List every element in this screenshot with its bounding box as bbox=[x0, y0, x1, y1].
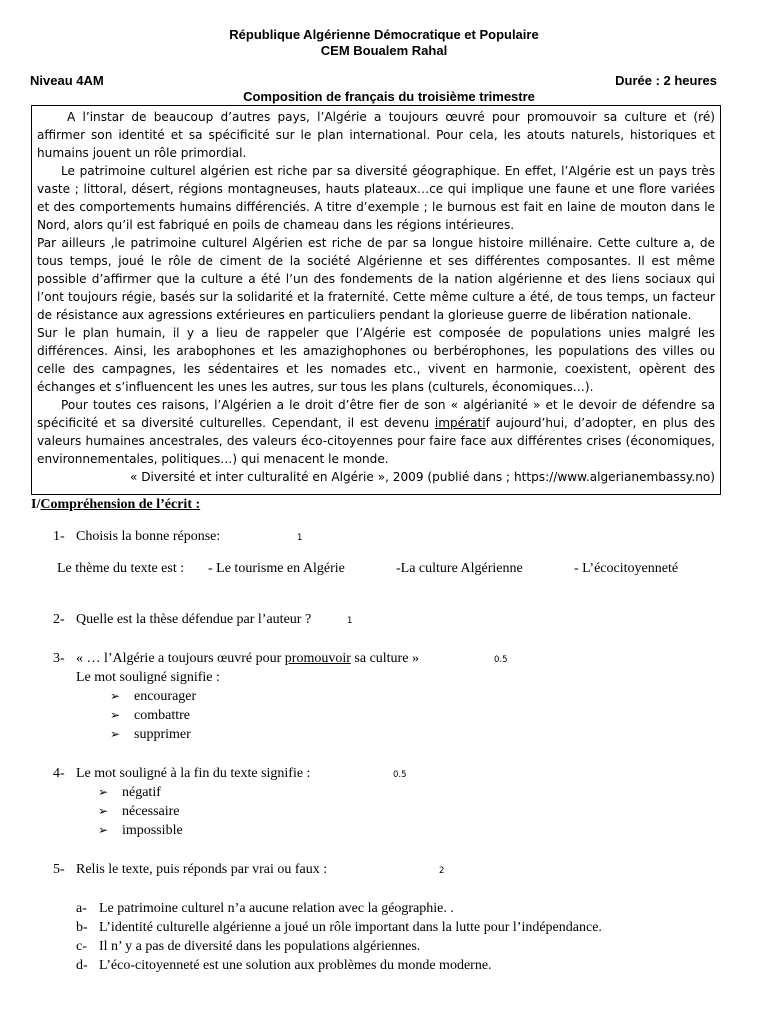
arrowhead-bullet-icon: ➢ bbox=[98, 823, 109, 837]
statement-a bbox=[76, 899, 454, 918]
arrowhead-bullet-icon: ➢ bbox=[110, 708, 121, 722]
arrowhead-bullet-icon: ➢ bbox=[110, 727, 121, 741]
duration-label: Durée : 2 heures bbox=[615, 73, 717, 88]
text-paragraph-3: Par ailleurs ,le patrimoine culturel Algérien est riche de par sa longue histoire millénaire. Cette culture a, de tous temps, joué le rôle de ciment de la société Algérienne et ses différentes composantes. Il est même possible d’affirmer que la culture a été l’un des fondements de la nation algérienne et des liens sociaux qui l’ont toujours régie, basés sur la solidarité et la fraternité. Cette même culture a été, de tous temps, un facteur de résistance aux agressions extérieures en particuliers pendant la glorieuse guerre de libération nationale. bbox=[37, 236, 715, 322]
question-1-option-2: -La culture Algérienne bbox=[396, 561, 523, 576]
question-4 bbox=[53, 764, 310, 783]
question-5 bbox=[53, 860, 327, 879]
text-paragraph-5 bbox=[37, 396, 715, 468]
arrowhead-bullet-icon: ➢ bbox=[98, 785, 109, 799]
reading-text-box bbox=[31, 105, 721, 495]
question-3-prompt: Le mot souligné signifie : bbox=[76, 670, 220, 685]
statement-a-text: Le patrimoine culturel n’a aucune relation avec la géographie. . bbox=[99, 901, 454, 916]
question-2 bbox=[53, 610, 311, 629]
level-label: Niveau 4AM bbox=[30, 73, 104, 88]
question-3-option-3-label: supprimer bbox=[134, 727, 191, 742]
statement-c-text: Il n’ y a pas de diversité dans les populations algériennes. bbox=[99, 939, 421, 954]
statement-b-letter: b- bbox=[76, 920, 88, 935]
statement-d bbox=[76, 956, 492, 975]
text-source: « Diversité et inter culturalité en Algérie », 2009 (publié dans ; https://www.algerianembassy.no) bbox=[129, 470, 715, 484]
question-4-text: Le mot souligné à la fin du texte signifie : bbox=[76, 766, 311, 781]
question-5-text: Relis le texte, puis réponds par vrai ou faux : bbox=[76, 862, 328, 877]
question-2-points: 1 bbox=[347, 616, 353, 626]
question-3-quote-start: « … l’Algérie a toujours œuvré pour bbox=[76, 651, 285, 666]
text-paragraph-5-end: f aujourd’hui, d’adopter, en plus des valeurs humaines ancestrales, des valeurs éco-citoyennes pour faire face aux différentes crises (économiques, environnementales, politiques…) qui menacent le monde. bbox=[37, 416, 715, 466]
statement-b-text: L’identité culturelle algérienne a joué un rôle important dans la lutte pour l’indépendance. bbox=[99, 920, 602, 935]
question-4-number: 4- bbox=[53, 766, 65, 781]
statement-c-letter: c- bbox=[76, 939, 87, 954]
question-3-option-2 bbox=[110, 706, 190, 725]
header-country: République Algérienne Démocratique et Populaire bbox=[229, 27, 539, 42]
question-4-points: 0.5 bbox=[393, 770, 407, 780]
underlined-word-imperatif: impérati bbox=[434, 416, 486, 430]
text-paragraph-4: Sur le plan humain, il y a lieu de rappeler que l’Algérie est composée de populations unies malgré les différences. Ainsi, les arabophones et les amazighophones ou berbérophones, les populations des villes ou celle des campagnes, les sédentaires et les nomades etc., vivent en harmonie, coexistent, opèrent des échanges et s’influencent les unes les autres, sur tous les plans (culturels, économiques…). bbox=[37, 326, 715, 394]
question-4-option-2-label: nécessaire bbox=[122, 804, 180, 819]
question-3-option-1 bbox=[110, 687, 196, 706]
question-4-option-2 bbox=[98, 802, 180, 821]
arrowhead-bullet-icon: ➢ bbox=[110, 689, 121, 703]
question-1-number: 1- bbox=[53, 529, 65, 544]
arrowhead-bullet-icon: ➢ bbox=[98, 804, 109, 818]
question-3-option-1-label: encourager bbox=[134, 689, 197, 704]
statement-a-letter: a- bbox=[76, 901, 87, 916]
question-3 bbox=[53, 649, 419, 668]
question-3-option-2-label: combattre bbox=[134, 708, 190, 723]
text-paragraph-2: Le patrimoine culturel algérien est riche par sa diversité géographique. En effet, l’Algérie est un pays très vaste ; littoral, désert, régions montagneuses, hauts plateaux…ce qui implique une faune et une flore variées et des comportements humains différenciés. A titre d’exemple ; le burnous est fait en laine de mouton dans le Nord, alors qu’il est fabriqué en poils de chameau dans les régions intérieures. bbox=[37, 164, 715, 232]
statement-c bbox=[76, 937, 420, 956]
underlined-word-promouvoir: promouvoir bbox=[284, 651, 351, 666]
question-3-option-3 bbox=[110, 725, 191, 744]
question-1-option-1: - Le tourisme en Algérie bbox=[208, 561, 345, 576]
text-paragraph-1: A l’instar de beaucoup d’autres pays, l’Algérie a toujours œuvré pour promouvoir sa culture et (ré) affirmer son identité et sa spécificité sur le plan international. Pour cela, les atouts naturels, historiques et humains jouent un rôle primordial. bbox=[37, 110, 715, 160]
question-1 bbox=[53, 527, 220, 546]
section-prefix: I/ bbox=[31, 497, 41, 512]
question-2-number: 2- bbox=[53, 612, 65, 627]
question-3-points: 0.5 bbox=[494, 655, 508, 665]
section-title: Compréhension de l’écrit : bbox=[40, 497, 201, 512]
statement-d-text: L’éco-citoyenneté est une solution aux problèmes du monde moderne. bbox=[99, 958, 492, 973]
statement-b bbox=[76, 918, 602, 937]
question-1-points: 1 bbox=[297, 533, 303, 543]
question-2-text: Quelle est la thèse défendue par l’auteur ? bbox=[76, 612, 312, 627]
question-1-lead: Le thème du texte est : bbox=[57, 561, 185, 576]
statement-d-letter: d- bbox=[76, 958, 88, 973]
question-3-quote-end: sa culture » bbox=[350, 651, 419, 666]
exam-title: Composition de français du troisième trimestre bbox=[243, 89, 535, 104]
question-3-number: 3- bbox=[53, 651, 65, 666]
header-school: CEM Boualem Rahal bbox=[320, 43, 448, 58]
question-1-text: Choisis la bonne réponse: bbox=[76, 529, 221, 544]
question-5-number: 5- bbox=[53, 862, 65, 877]
question-4-option-1-label: négatif bbox=[122, 785, 161, 800]
text-paragraph-5-start: Pour toutes ces raisons, l’Algérien a le droit d’être fier de son « algérianité » et le devoir de défendre sa spécificité et sa diversité culturelles. Cependant, il est devenu bbox=[37, 398, 715, 430]
question-1-option-3: - L’écocitoyenneté bbox=[574, 561, 679, 576]
question-5-points: 2 bbox=[439, 866, 445, 876]
question-4-option-3 bbox=[98, 821, 183, 840]
question-4-option-1 bbox=[98, 783, 161, 802]
section-heading bbox=[31, 497, 200, 513]
question-4-option-3-label: impossible bbox=[122, 823, 183, 838]
